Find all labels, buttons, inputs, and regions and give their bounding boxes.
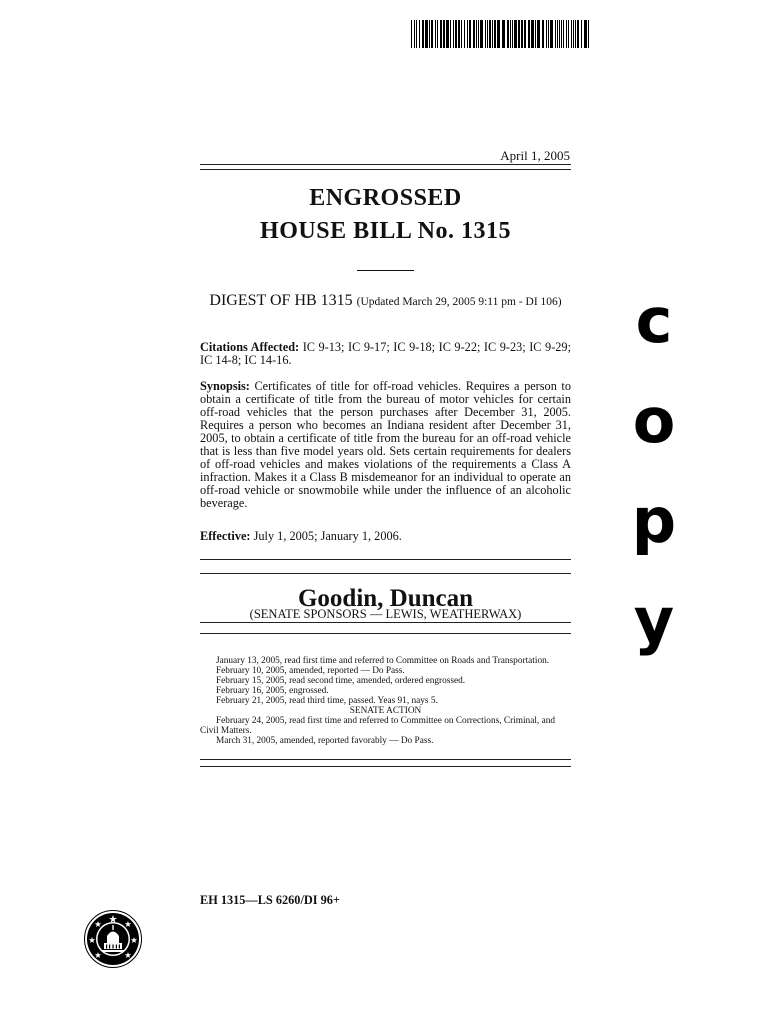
rule-mid-1: [200, 559, 571, 560]
effective-label: Effective:: [200, 529, 251, 543]
barcode-bar: [514, 20, 517, 48]
rule-top-2: [200, 169, 571, 170]
barcode-bar: [416, 20, 417, 48]
barcode-bar: [537, 20, 540, 48]
barcode-bar: [581, 20, 582, 48]
barcode-bar: [461, 20, 462, 48]
barcode-bar: [458, 20, 460, 48]
short-divider: [357, 270, 414, 271]
barcode-bar: [476, 20, 477, 48]
barcode-bar: [473, 20, 475, 48]
barcode-bar: [443, 20, 445, 48]
history-entry-text: February 24, 2005, read first time and referred to Committee on Corrections, Criminal, and Civil Matters.: [200, 716, 555, 736]
barcode-bar: [512, 20, 513, 48]
rule-sponsor-2: [200, 633, 571, 634]
history-entry: [200, 716, 571, 736]
barcode-bar: [435, 20, 436, 48]
synopsis-text: Certificates of title for off-road vehicles. Requires a person to obtain a certificate of title from the bureau of motor vehicles for certain off-road vehicles that the person purchases after December 31, 2005. Requires a person who becomes an Indiana resident after December 31, 2005, to obtain a certificate of title from the bureau for an off-road vehicle that is less than five model years old. Sets certain requirements for dealers of off-road vehicles and makes violations of the requirements a Class A infraction. Makes it a Class B misdemeanor for an individual to operate an off-road vehicle or snowmobile while under the influence of an alcoholic beverage.: [200, 379, 571, 510]
citations-label: Citations Affected:: [200, 340, 300, 354]
barcode-bar: [571, 20, 572, 48]
barcode-bar: [575, 20, 576, 48]
bill-title-line1: ENGROSSED: [309, 185, 462, 211]
copy-watermark-o: o: [632, 384, 676, 457]
barcode-bar: [467, 20, 468, 48]
barcode-bar: [542, 20, 544, 48]
barcode-bar: [550, 20, 553, 48]
history-entry: February 21, 2005, read third time, passed. Yeas 91, nays 5.: [216, 696, 438, 706]
barcode-bar: [480, 20, 483, 48]
barcode-bar: [563, 20, 564, 48]
barcode-bar: [419, 20, 420, 48]
barcode: [411, 20, 589, 48]
barcode-bar: [455, 20, 457, 48]
synopsis-label: Synopsis:: [200, 379, 250, 393]
barcode-bar: [535, 20, 536, 48]
barcode-bar: [555, 20, 556, 48]
citations-paragraph: [200, 341, 571, 367]
barcode-bar: [450, 20, 451, 48]
barcode-bar: [414, 20, 415, 48]
history-entry: March 31, 2005, amended, reported favorably — Do Pass.: [216, 736, 434, 746]
barcode-bar: [429, 20, 430, 48]
barcode-bar: [577, 20, 579, 48]
senate-sponsors: (SENATE SPONSORS — LEWIS, WEATHERWAX): [249, 607, 522, 621]
barcode-bar: [518, 20, 520, 48]
barcode-bar: [557, 20, 558, 48]
barcode-bar: [502, 20, 505, 48]
effective-text: July 1, 2005; January 1, 2006.: [253, 529, 402, 543]
barcode-bar: [411, 20, 412, 48]
barcode-bar: [464, 20, 465, 48]
barcode-bar: [487, 20, 488, 48]
rule-top-1: [200, 164, 571, 165]
barcode-bar: [566, 20, 567, 48]
synopsis-paragraph: [200, 380, 571, 510]
barcode-bar: [588, 20, 589, 48]
barcode-bar: [548, 20, 549, 48]
barcode-bar: [437, 20, 438, 48]
rule-bottom-2: [200, 766, 571, 767]
barcode-bar: [431, 20, 433, 48]
barcode-bar: [510, 20, 511, 48]
barcode-bar: [528, 20, 530, 48]
state-seal-icon: [84, 910, 142, 968]
history-entry: January 13, 2005, read first time and referred to Committee on Roads and Transportation.: [216, 656, 550, 666]
barcode-bar: [446, 20, 449, 48]
rule-mid-2: [200, 573, 571, 574]
digest-heading: [200, 292, 571, 310]
barcode-bar: [573, 20, 574, 48]
barcode-bar: [492, 20, 493, 48]
barcode-bar: [453, 20, 454, 48]
barcode-bar: [485, 20, 486, 48]
bill-code-footer: EH 1315—LS 6260/DI 96+: [200, 893, 340, 907]
rule-sponsor-1: [200, 622, 571, 623]
barcode-bar: [568, 20, 569, 48]
digest-title: DIGEST OF HB 1315: [209, 292, 353, 309]
barcode-bar: [489, 20, 491, 48]
barcode-bar: [422, 20, 424, 48]
citations-text: IC 9-13; IC 9-17; IC 9-18; IC 9-22; IC 9-23; IC 9-29; IC 14-8; IC 14-16.: [200, 340, 571, 367]
barcode-bar: [521, 20, 523, 48]
legislative-history: [200, 656, 571, 746]
history-entry: February 16, 2005, engrossed.: [216, 686, 329, 696]
barcode-bar: [561, 20, 562, 48]
copy-watermark-y: y: [633, 584, 675, 657]
barcode-bar: [546, 20, 547, 48]
barcode-bar: [497, 20, 500, 48]
barcode-bar: [469, 20, 471, 48]
history-entry: February 15, 2005, read second time, amended, ordered engrossed.: [216, 676, 466, 686]
rule-bottom-1: [200, 759, 571, 760]
barcode-bar: [494, 20, 496, 48]
barcode-bar: [440, 20, 442, 48]
barcode-bar: [507, 20, 509, 48]
effective-paragraph: [200, 530, 571, 543]
barcode-bar: [584, 20, 587, 48]
bill-date: April 1, 2005: [500, 148, 570, 163]
senate-action-heading: SENATE ACTION: [349, 706, 422, 716]
barcode-bar: [425, 20, 428, 48]
copy-watermark-p: p: [631, 484, 677, 557]
digest-updated: (Updated March 29, 2005 9:11 pm - DI 106): [356, 296, 562, 308]
history-entry: February 10, 2005, amended, reported — Do Pass.: [216, 666, 405, 676]
sponsor-names: Goodin, Duncan: [297, 585, 474, 612]
copy-watermark-c: c: [635, 284, 673, 357]
bill-title-line2: HOUSE BILL No. 1315: [260, 218, 511, 244]
barcode-bar: [524, 20, 526, 48]
barcode-bar: [559, 20, 560, 48]
barcode-bar: [531, 20, 534, 48]
barcode-bar: [478, 20, 479, 48]
